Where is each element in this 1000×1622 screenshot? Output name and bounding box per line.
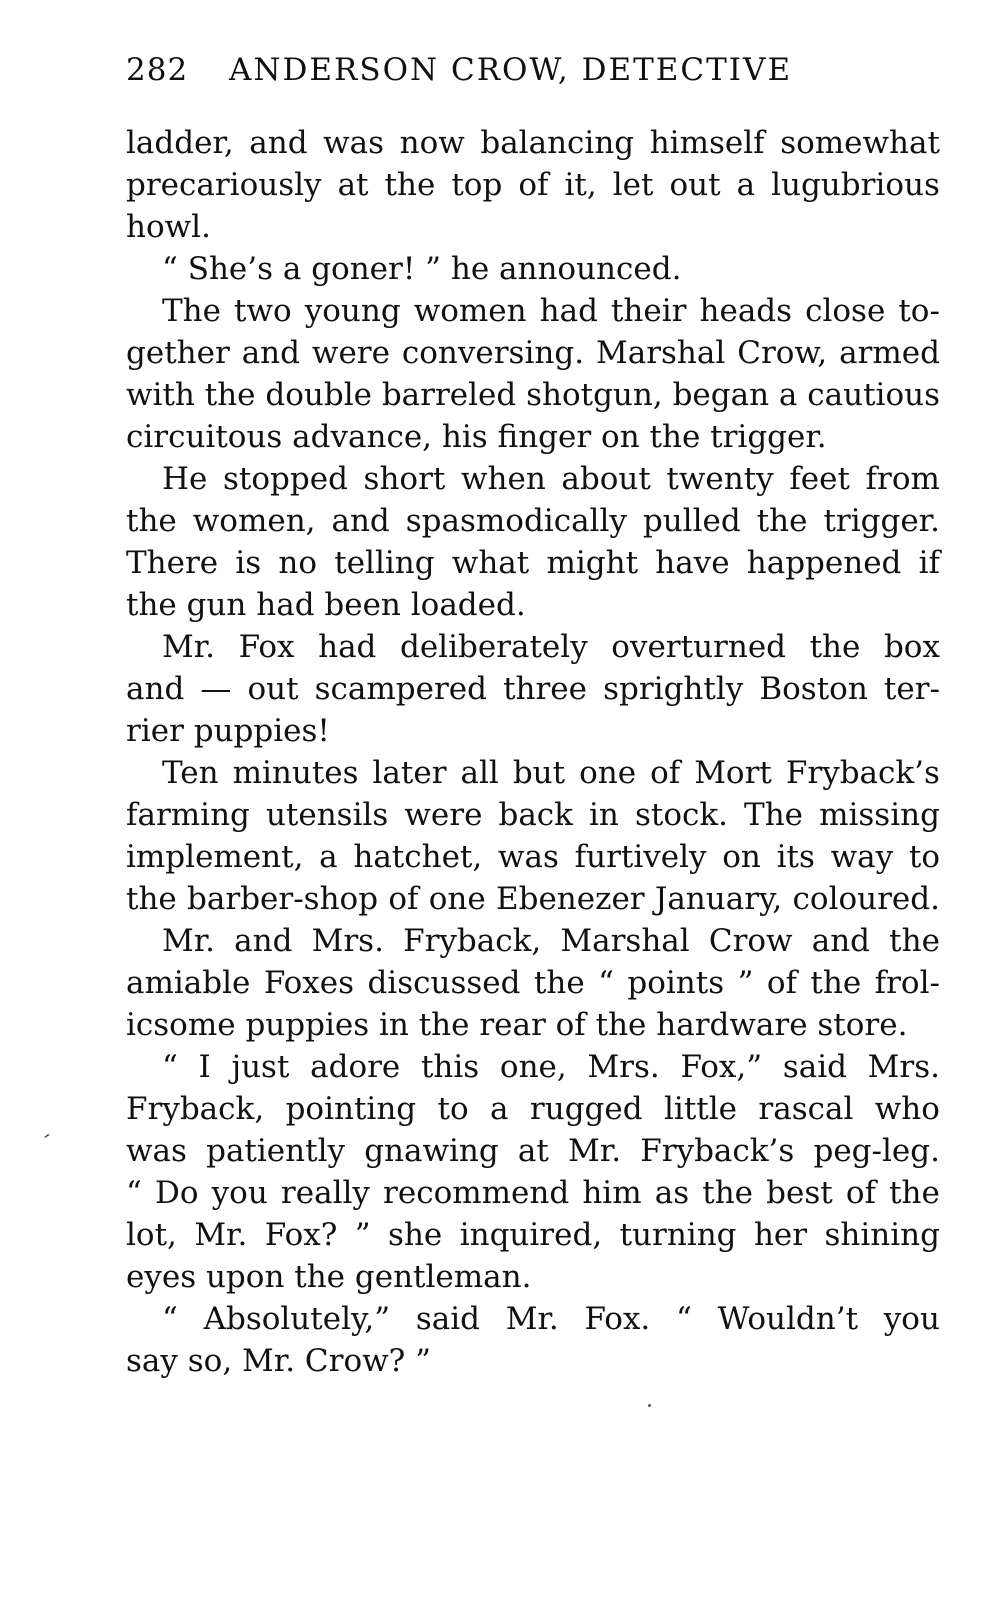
line-text: howl. <box>126 209 211 245</box>
line-text: the barber-shop of one Ebenezer January, coloured. <box>126 881 940 917</box>
text-line <box>126 710 330 752</box>
text-line <box>162 1046 940 1088</box>
text-line <box>126 542 940 584</box>
text-line <box>126 1172 940 1214</box>
line-text: gether and were conversing. Marshal Crow, armed <box>126 335 940 371</box>
page-number: 282 <box>126 52 189 88</box>
line-text: Ten minutes later all but one of Mort Fryback’s <box>162 755 940 791</box>
line-text: farming utensils were back in stock. The missing <box>126 797 940 833</box>
line-text: Fryback, pointing to a rugged little rascal who <box>126 1091 940 1127</box>
text-line <box>126 122 940 164</box>
line-text: He stopped short when about twenty feet from <box>162 461 940 497</box>
line-text: the women, and spasmodically pulled the trigger. <box>126 503 940 539</box>
text-line <box>126 332 940 374</box>
text-line <box>126 206 211 248</box>
line-text: precariously at the top of it, let out a lugubrious <box>126 167 940 203</box>
text-line <box>126 584 526 626</box>
page-header <box>126 52 986 88</box>
text-line <box>126 836 940 878</box>
text-line <box>126 500 940 542</box>
line-text: was patiently gnawing at Mr. Fryback’s peg-leg. <box>126 1133 940 1169</box>
text-line <box>162 1298 940 1340</box>
line-text: There is no telling what might have happened if <box>126 545 940 581</box>
text-line <box>126 794 940 836</box>
line-text: lot, Mr. Fox? ” she inquired, turning her shining <box>126 1217 940 1253</box>
line-text: “ Absolutely,” said Mr. Fox. “ Wouldn’t you <box>162 1301 940 1337</box>
text-line <box>126 1340 431 1382</box>
line-text: amiable Foxes discussed the “ points ” of the frol- <box>126 965 940 1001</box>
line-text: rier puppies! <box>126 713 330 749</box>
text-line <box>126 374 940 416</box>
text-line <box>162 752 940 794</box>
line-text: eyes upon the gentleman. <box>126 1259 532 1295</box>
text-line <box>126 1130 940 1172</box>
text-line <box>126 1256 531 1298</box>
text-line <box>126 962 940 1004</box>
text-line <box>126 878 940 920</box>
line-text: with the double barreled shotgun, began a cautious <box>126 377 940 413</box>
text-line <box>126 668 940 710</box>
text-line <box>126 164 940 206</box>
line-text: say so, Mr. Crow? ” <box>126 1343 431 1379</box>
text-line <box>126 1214 940 1256</box>
margin-mark: ˊ <box>34 1131 53 1158</box>
line-text: Mr. Fox had deliberately overturned the box <box>162 629 940 665</box>
line-text: The two young women had their heads close to- <box>162 293 940 329</box>
text-line <box>126 1088 940 1130</box>
line-text: “ Do you really recommend him as the best of the <box>126 1175 940 1211</box>
text-line <box>162 458 940 500</box>
line-text: “ She’s a goner! ” he announced. <box>162 251 682 287</box>
line-text: the gun had been loaded. <box>126 587 526 623</box>
line-text: circuitous advance, his finger on the trigger. <box>126 419 827 455</box>
line-text: “ I just adore this one, Mrs. Fox,” said Mrs. <box>162 1049 940 1085</box>
text-line <box>162 290 940 332</box>
running-title: ANDERSON CROW, DETECTIVE <box>229 52 793 88</box>
line-text: and — out scampered three sprightly Boston ter- <box>126 671 940 707</box>
line-text: icsome puppies in the rear of the hardware store. <box>126 1007 908 1043</box>
text-line <box>162 248 681 290</box>
print-speck <box>648 1404 651 1407</box>
line-text: ladder, and was now balancing himself somewhat <box>126 125 940 161</box>
text-line <box>162 920 940 962</box>
line-text: implement, a hatchet, was furtively on its way to <box>126 839 940 875</box>
text-line <box>162 626 940 668</box>
text-line <box>126 1004 907 1046</box>
line-text: Mr. and Mrs. Fryback, Marshal Crow and the <box>162 923 940 959</box>
text-line <box>126 416 827 458</box>
